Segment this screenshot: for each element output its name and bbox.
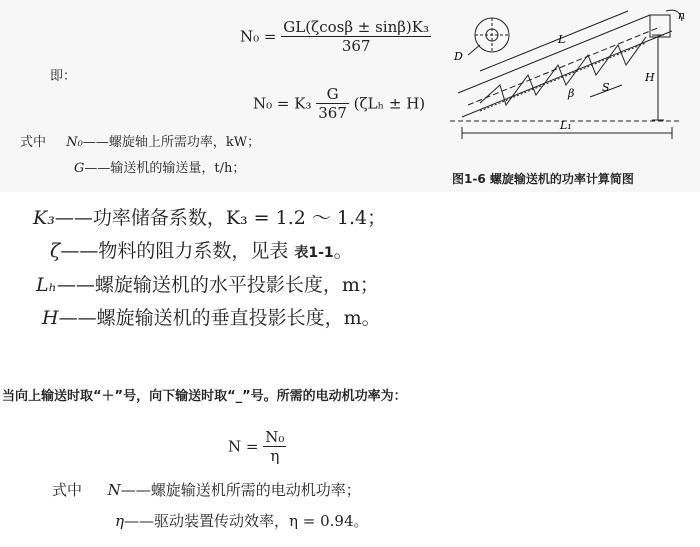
sign-note: 当向上输送时取“＋”号，向下输送时取“_”号。所需的电动机功率为：	[2, 389, 407, 404]
definition-text: ——螺旋输送机的垂直投影长度，m。	[58, 307, 381, 329]
definition-symbol: N₀	[66, 135, 83, 150]
formula-power-shaft-simplified	[253, 85, 425, 122]
label-n: n	[678, 9, 686, 22]
definition-text: ——输送机的输送量，t/h；	[84, 161, 246, 176]
definition-row-eta	[115, 510, 369, 531]
formula3-lhs: N =	[228, 437, 259, 456]
definition-row-N0	[20, 131, 260, 150]
formula3-denominator: η	[270, 447, 280, 465]
definition-row-G	[74, 157, 245, 176]
definition-text: ——螺旋输送机所需的电动机功率；	[120, 481, 361, 499]
definition-symbol: G	[74, 161, 85, 176]
screw-flight	[480, 37, 646, 105]
formula1-numerator: GL(ζcosβ ± sinβ)K₃	[283, 18, 429, 36]
definition-text: ——螺旋输送机的水平投影长度，m；	[56, 274, 379, 296]
label-L: L	[558, 33, 566, 46]
definition-prefix: 式中	[20, 135, 47, 150]
formula1-denominator: 367	[341, 37, 371, 55]
label-beta: β	[568, 87, 575, 100]
definition-prefix: 式中	[52, 481, 83, 499]
formula2-lhs: N₀ = K₃	[253, 94, 312, 113]
definition-end: 。	[333, 240, 353, 262]
definition-symbol: η	[115, 512, 124, 530]
screw-conveyor-diagram	[440, 5, 695, 165]
formula3-numerator: N₀	[265, 428, 285, 446]
table-reference: 表1-1	[294, 245, 334, 261]
definition-text: ——功率储备系数，K₃ = 1.2 ～ 1.4；	[54, 207, 387, 229]
formula1-lhs: N₀ =	[240, 27, 277, 46]
definition-symbol: H	[42, 307, 59, 329]
formula2-denominator: 367	[318, 104, 347, 122]
formula1-fraction	[281, 18, 431, 55]
definition-row-Lh	[36, 270, 379, 297]
definition-text: ——驱动装置传动效率，η = 0.94。	[124, 512, 369, 530]
definition-symbol: Lₕ	[36, 274, 57, 296]
formula2-fraction	[316, 85, 349, 122]
formula2-tail: (ζLₕ ± H)	[353, 94, 426, 113]
d-arrow	[468, 45, 480, 55]
label-S: S	[602, 81, 610, 94]
definition-row-H	[42, 303, 381, 330]
figure-caption: 图1-6 螺旋输送机的功率计算简图	[452, 172, 634, 186]
drive-end	[650, 15, 670, 37]
formula2-numerator: G	[316, 85, 349, 104]
formula3-fraction	[263, 428, 286, 465]
definition-symbol: ζ	[50, 240, 61, 262]
intro-ji: 即：	[50, 69, 77, 84]
formula-power-shaft	[240, 18, 431, 55]
label-L1: L₁	[560, 119, 572, 132]
definition-row-zeta	[50, 236, 353, 263]
definition-row-N	[52, 479, 361, 500]
definition-text: ——螺旋轴上所需功率，kW；	[82, 135, 261, 150]
formula-motor-power	[228, 428, 286, 465]
label-H: H	[645, 71, 655, 84]
definition-symbol: K₃	[33, 207, 55, 229]
definition-symbol: N	[107, 481, 121, 499]
definition-text: ——物料的阻力系数，见表	[60, 240, 289, 262]
label-D: D	[454, 50, 463, 63]
definition-row-K3	[33, 203, 386, 230]
